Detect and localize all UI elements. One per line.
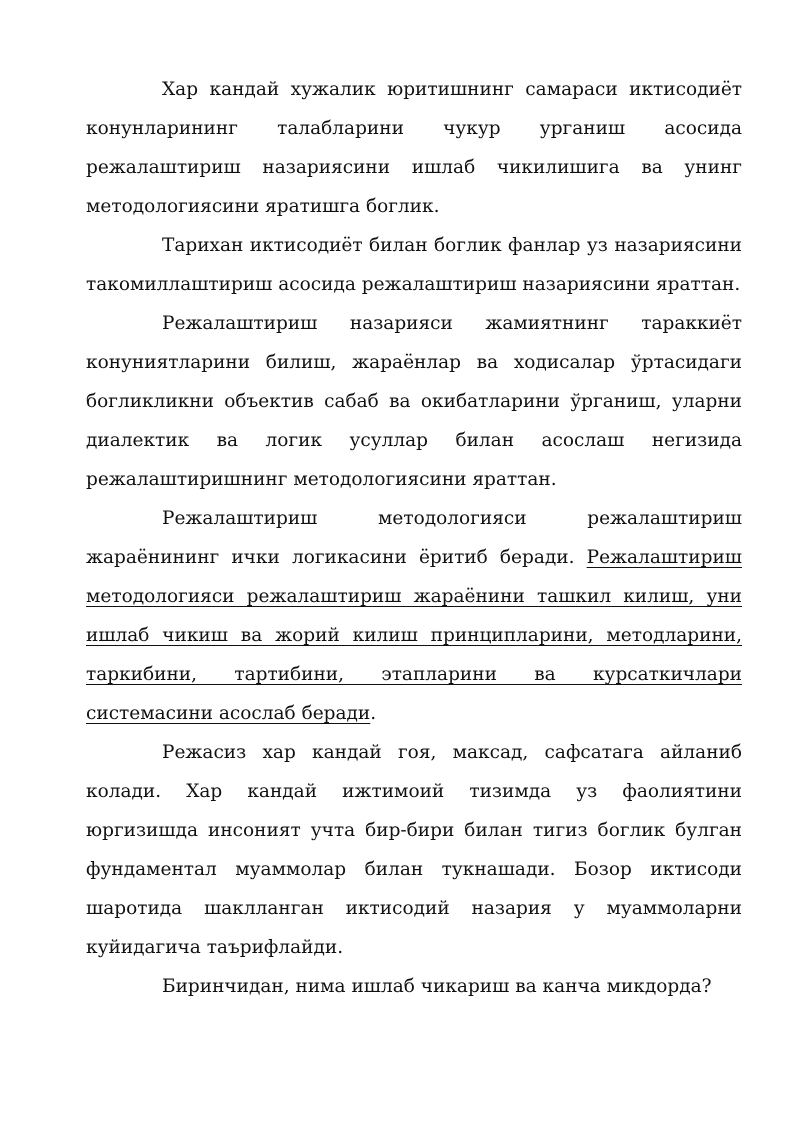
paragraph-2: Тарихан иктисодиёт билан боглик фанлар уз назариясини такомиллаштириш асосида режалаштириш назариясини яраттан. [86,235,742,295]
paragraph-4 [86,499,742,733]
paragraph-3: Режалаштириш назарияси жамиятнинг тараккиёт конуниятларини билиш, жараёнлар ва ходисалар ўртасидаги богликликни объектив сабаб ва окибатларини ўрганиш, уларни диалектик ва логик усуллар билан асослаш негизида режалаштиришнинг методологиясини яраттан. [86,313,742,490]
paragraph-4-period: . [370,703,377,724]
paragraph-6: Биринчидан, нима ишлаб чикариш ва канча микдорда? [162,976,712,997]
paragraph-4-underlined-text: Режалаштириш методологияси режалаштириш жараёнини ташкил килиш, уни ишлаб чикиш ва жорий килиш принципларини, методларини, таркибини, тартибини, этапларини ва курсаткичлари системасини асослаб беради [86,547,742,724]
paragraph-4-plain-text: Режалаштириш методологияси режалаштириш жараёнининг ички логикасини ёритиб беради. [86,508,742,568]
paragraph-1: Хар кандай хужалик юритишнинг самараси иктисодиёт конунларининг талабларини чукур урганиш асосида режалаштириш назариясини ишлаб чикилишига ва унинг методологиясини яратишга боглик. [86,79,742,217]
document-page [86,70,742,1006]
paragraph-5: Режасиз хар кандай гоя, максад, сафсатага айланиб колади. Хар кандай ижтимоий тизимда уз фаолиятини юргизишда инсоният учта бир-бири билан тигиз боглик булган фундаментал муаммолар билан тукнашади. Бозор иктисоди шаротида шаклланган иктисодий назария у муаммоларни куйидагича таърифлайди. [86,742,742,958]
